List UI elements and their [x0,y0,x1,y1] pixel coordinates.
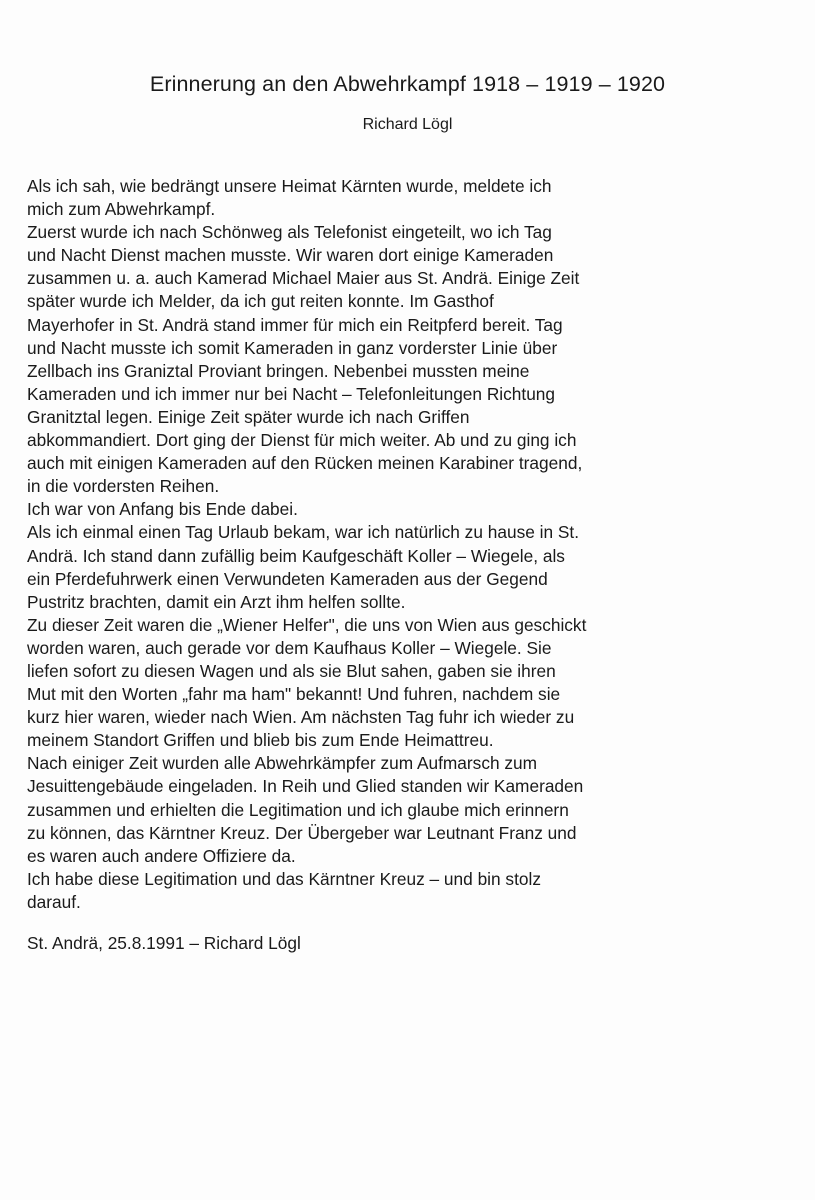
body-line: Nach einiger Zeit wurden alle Abwehrkämpfer zum Aufmarsch zum [27,753,538,774]
body-line: meinem Standort Griffen und blieb bis zum Ende Heimattreu. [27,730,494,751]
document-title: Erinnerung an den Abwehrkampf 1918 – 1919 – 1920 [149,72,666,96]
body-line: Zuerst wurde ich nach Schönweg als Telefonist eingeteilt, wo ich Tag [27,222,552,243]
body-line: Als ich sah, wie bedrängt unsere Heimat Kärnten wurde, meldete ich [27,176,552,196]
body-line: Zellbach ins Graniztal Proviant bringen. Nebenbei mussten meine [27,360,530,381]
body-line: es waren auch andere Offiziere da. [27,845,296,866]
document-author: Richard Lögl [362,116,453,133]
body-line: zu können, das Kärntner Kreuz. Der Übergeber war Leutnant Franz und [27,822,577,843]
body-line: zusammen u. a. auch Kamerad Michael Maier aus St. Andrä. Einige Zeit [27,268,580,289]
body-line: Ich habe diese Legitimation und das Kärntner Kreuz – und bin stolz [27,868,541,889]
body-line: und Nacht Dienst machen musste. Wir waren dort einige Kameraden [27,245,554,266]
body-line: zusammen und erhielten die Legitimation und ich glaube mich erinnern [27,799,569,820]
body-line: Als ich einmal einen Tag Urlaub bekam, war ich natürlich zu hause in St. [27,522,580,543]
body-line: später wurde ich Melder, da ich gut reiten konnte. Im Gasthof [27,291,494,312]
body-line: Pustritz brachten, damit ein Arzt ihm helfen sollte. [27,591,406,612]
body-line: Jesuittengebäude eingeladen. In Reih und Glied standen wir Kameraden [27,776,584,797]
body-line: Andrä. Ich stand dann zufällig beim Kaufgeschäft Koller – Wiegele, als [27,545,565,566]
body-line: mich zum Abwehrkampf. [27,199,216,220]
body-line: Mut mit den Worten „fahr ma ham" bekannt! Und fuhren, nachdem sie [27,684,561,705]
document-signature: St. Andrä, 25.8.1991 – Richard Lögl [27,933,301,953]
body-line: auch mit einigen Kameraden auf den Rücken meinen Karabiner tragend, [27,453,583,474]
body-line: Ich war von Anfang bis Ende dabei. [27,499,298,520]
body-line: Kameraden und ich immer nur bei Nacht – Telefonleitungen Richtung [27,383,556,404]
body-line: Mayerhofer in St. Andrä stand immer für mich ein Reitpferd bereit. Tag [27,314,563,335]
body-line: und Nacht musste ich somit Kameraden in ganz vorderster Linie über [27,337,558,358]
body-line: Zu dieser Zeit waren die „Wiener Helfer", die uns von Wien aus geschickt [27,614,587,635]
body-line: in die vordersten Reihen. [27,476,220,497]
body-line: ein Pferdefuhrwerk einen Verwundeten Kameraden aus der Gegend [27,568,548,589]
body-line: Granitztal legen. Einige Zeit später wurde ich nach Griffen [27,406,470,427]
body-line: abkommandiert. Dort ging der Dienst für mich weiter. Ab und zu ging ich [27,430,577,451]
body-line: liefen sofort zu diesen Wagen und als sie Blut sahen, gaben sie ihren [27,660,556,681]
document-body [27,175,747,914]
body-line: kurz hier waren, wieder nach Wien. Am nächsten Tag fuhr ich wieder zu [27,707,575,728]
body-line: worden waren, auch gerade vor dem Kaufhaus Koller – Wiegele. Sie [27,637,552,658]
body-line: darauf. [27,891,81,912]
